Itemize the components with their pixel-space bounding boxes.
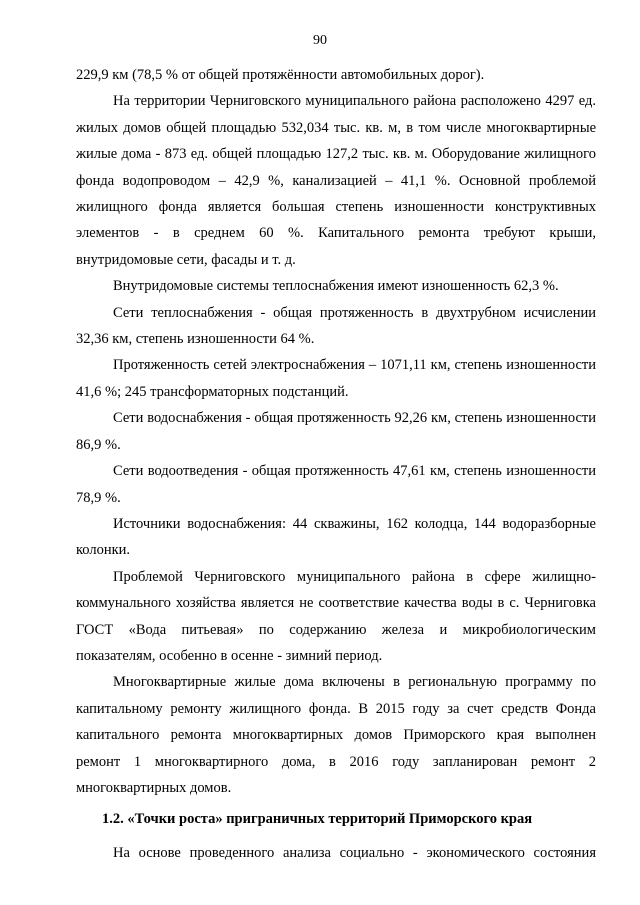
paragraph-capital-repair: Многоквартирные жилые дома включены в региональную программу по капитальному ремонту жилищного фонда. В 2015 году за счет средств Фонда капитального ремонта многоквартирных домов Приморского края выполнен ремонт 1 многоквартирного дома, в 2016 году запланирован ремонт 2 многоквартирных домов. — [76, 674, 596, 796]
paragraph-water-supply: Сети водоснабжения - общая протяженность 92,26 км, степень изношенности 86,9 %. — [76, 410, 596, 453]
body-text — [76, 62, 596, 801]
paragraph-housing-stock: На территории Черниговского муниципального района расположено 4297 ед. жилых домов общей площадью 532,034 тыс. кв. м, в том числе многоквартирные жилые дома - 873 ед. общей площадью 127,2 тыс. кв. м. Оборудование жилищного фонда водопроводом – 42,9 %, канализацией – 41,1 %. Основной проблемой жилищного фонда является большая степень изношенности конструктивных элементов - в среднем 60 %. Капитального ремонта требуют крыши, внутридомовые сети, фасады и т. д. — [76, 93, 596, 268]
paragraph-water-quality: Проблемой Черниговского муниципального района в сфере жилищно-коммунального хозяйства является не соответствие качества воды в с. Черниговка ГОСТ «Вода питьевая» по содержанию железа и микробиологическим показателям, особенно в осенне - зимний период. — [76, 568, 596, 664]
paragraph-analysis-start: На основе проведенного анализа социально - экономического состояния — [113, 845, 596, 861]
section-heading: 1.2. «Точки роста» приграничных территорий Приморского края — [102, 811, 533, 827]
paragraph-sewerage: Сети водоотведения - общая протяженность 47,61 км, степень изношенности 78,9 %. — [76, 463, 596, 506]
page-number: 90 — [313, 33, 327, 48]
paragraph-continuation: 229,9 км (78,5 % от общей протяжённости автомобильных дорог). — [76, 67, 485, 83]
paragraph-heating-systems: Внутридомовые системы теплоснабжения имеют изношенность 62,3 %. — [113, 278, 559, 295]
paragraph-water-sources: Источники водоснабжения: 44 скважины, 162 колодца, 144 водоразборные колонки. — [76, 515, 596, 559]
paragraph-heat-networks: Сети теплоснабжения - общая протяженность в двухтрубном исчислении 32,36 км, степень изношенности 64 %. — [76, 304, 596, 348]
paragraph-power-networks: Протяженность сетей электроснабжения – 1071,11 км, степень изношенности 41,6 %; 245 трансформаторных подстанций. — [76, 357, 596, 400]
